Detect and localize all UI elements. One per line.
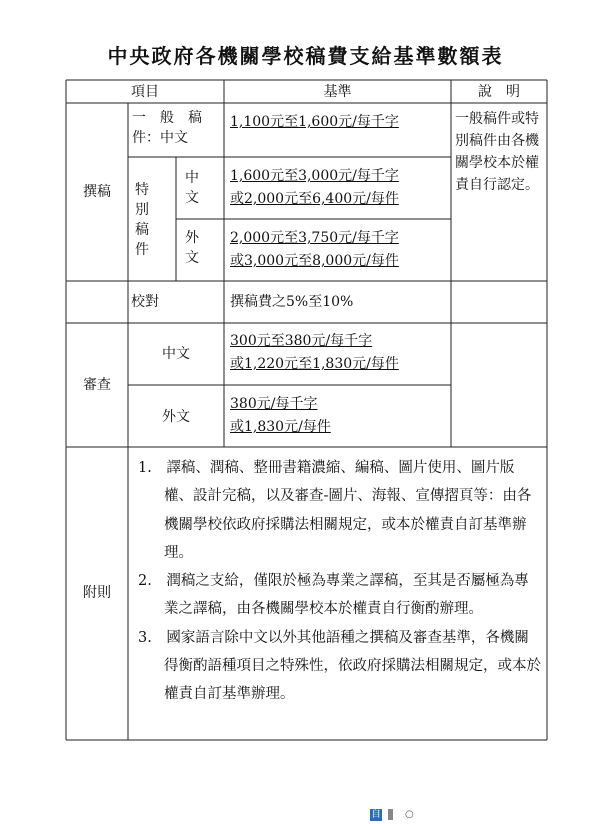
writing-foreign-value	[230, 227, 448, 273]
writing-chinese-value	[230, 165, 448, 211]
appendix-item: 2. 潤稿之支給，僅限於極為專業之譯稿，至其是否屬極為專業之譯稿，由各機關學校本於權責自行衡酌辦理。	[138, 573, 529, 618]
writing-chinese-label: 中文	[185, 170, 199, 206]
review-chinese-value	[230, 330, 448, 376]
proofreading-label: 校對	[131, 294, 159, 310]
bar-icon	[388, 809, 393, 820]
writing-chinese-line2: 或2,000元至6,400元/每件	[230, 191, 399, 207]
general-value	[230, 112, 448, 132]
footer-toolbar	[370, 807, 414, 821]
header-item: 項目	[131, 84, 159, 100]
special-label: 特別稿件	[135, 182, 149, 258]
header-note: 說 明	[478, 84, 520, 100]
circle-icon: ○	[405, 809, 414, 820]
writing-foreign-label: 外文	[185, 230, 199, 266]
review-chinese-label: 中文	[162, 346, 190, 362]
writing-label: 撰稿	[83, 184, 111, 200]
review-foreign-line1: 380元/每千字	[230, 396, 318, 412]
appendix-item: 1. 譯稿、潤稿、整冊書籍濃縮、編稿、圖片使用、圖片版權、設計完稿，以及審查-圖片、海報、宣傳摺頁等：由各機關學校依政府採購法相關規定，或本於權責自訂基準辦理。	[138, 460, 532, 561]
appendix-item: 3. 國家語言除中文以外其他語種之撰稿及審查基準，各機關得衡酌語種項目之特殊性，依政府採購法相關規定，或本於權責自訂基準辦理。	[138, 629, 541, 703]
proofreading-value: 撰稿費之5%至10%	[230, 294, 354, 310]
writing-chinese-line1: 1,600元至3,000元/每千字	[230, 168, 399, 184]
writing-foreign-line2: 或3,000元至8,000元/每件	[230, 253, 399, 269]
review-label: 審查	[83, 377, 111, 393]
review-chinese-line1: 300元至380元/每千字	[230, 333, 373, 349]
appendix-label: 附則	[83, 585, 111, 601]
writing-foreign-line1: 2,000元至3,750元/每千字	[230, 230, 399, 246]
appendix-notes	[138, 454, 542, 709]
review-foreign-label: 外文	[162, 409, 190, 425]
general-value-text: 1,100元至1,600元/每千字	[230, 114, 399, 130]
general-label: 一 般 稿件：中文	[132, 110, 202, 146]
page-title: 中央政府各機關學校稿費支給基準數額表	[107, 44, 504, 68]
review-chinese-line2: 或1,220元至1,830元/每件	[230, 356, 399, 372]
review-foreign-line2: 或1,830元/每件	[230, 419, 331, 435]
app-icon[interactable]: 自	[371, 808, 381, 820]
header-standard: 基準	[323, 84, 352, 100]
writing-note: 一般稿件或特別稿件由各機關學校本於權責自行認定。	[455, 111, 539, 193]
review-foreign-value	[230, 393, 448, 439]
